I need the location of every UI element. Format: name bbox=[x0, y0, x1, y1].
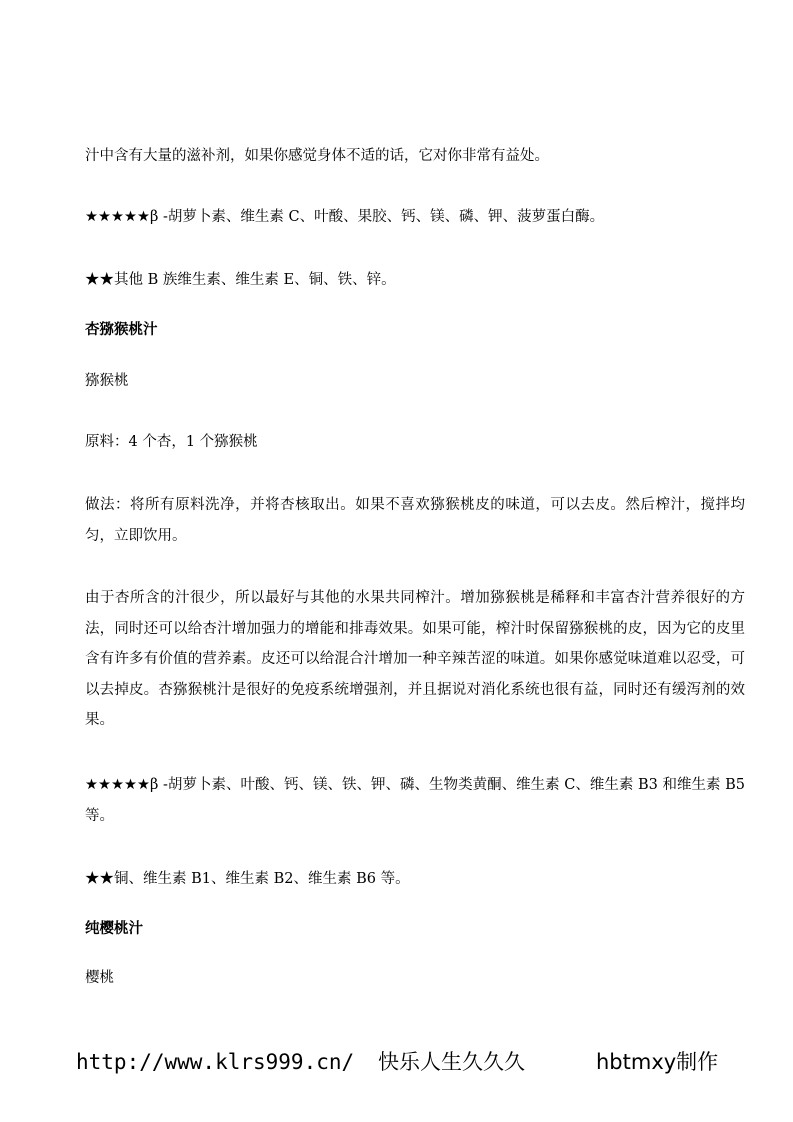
section-subtitle: 樱桃 bbox=[85, 970, 114, 986]
section-title: 杏猕猴桃汁 bbox=[85, 322, 158, 338]
nutrient-rating-five-star bbox=[85, 202, 745, 232]
five-star-icon: ★★★★★ bbox=[85, 209, 150, 225]
nutrient-list: β -胡萝卜素、叶酸、钙、镁、铁、钾、磷、生物类黄酮、维生素 C、维生素 B3 和维生素 B5 等。 bbox=[85, 777, 745, 824]
nutrient-list: β -胡萝卜素、维生素 C、叶酸、果胶、钙、镁、磷、钾、菠萝蛋白酶。 bbox=[150, 209, 605, 225]
nutrient-rating-two-star bbox=[85, 265, 745, 295]
section-subtitle: 猕猴桃 bbox=[85, 373, 129, 389]
description: 由于杏所含的汁很少，所以最好与其他的水果共同榨汁。增加猕猴桃是稀释和丰富杏汁营养很好的方法，同时还可以给杏汁增加强力的增能和排毒效果。如果可能，榨汁时保留猕猴桃的皮，因为它的皮里含有许多有价值的营养素。皮还可以给混合汁增加一种辛辣苦涩的味道。如果你感觉味道难以忍受，可以去掉皮。杏猕猴桃汁是很好的免疫系统增强剂，并且据说对消化系统也很有益，同时还有缓泻剂的效果。 bbox=[85, 590, 745, 728]
five-star-icon: ★★★★★ bbox=[85, 777, 151, 793]
footer-credit: hbtmxy制作 bbox=[596, 1050, 719, 1074]
nutrient-rating-two-star bbox=[85, 864, 745, 894]
nutrient-list: 其他 B 族维生素、维生素 E、铜、铁、锌。 bbox=[114, 272, 396, 288]
page-footer bbox=[76, 1044, 736, 1080]
section-title: 纯樱桃汁 bbox=[85, 921, 143, 937]
two-star-icon: ★★ bbox=[85, 272, 114, 288]
two-star-icon: ★★ bbox=[85, 871, 114, 887]
nutrient-rating-five-star bbox=[85, 770, 745, 831]
footer-slogan: 快乐人生久久久 bbox=[378, 1050, 525, 1074]
ingredients: 原料：4 个杏，1 个猕猴桃 bbox=[85, 434, 258, 450]
intro-text: 汁中含有大量的滋补剂，如果你感觉身体不适的话，它对你非常有益处。 bbox=[85, 148, 549, 164]
footer-url-link[interactable]: http://www.klrs999.cn/ bbox=[76, 1050, 355, 1074]
method: 做法：将所有原料洗净，并将杏核取出。如果不喜欢猕猴桃皮的味道，可以去皮。然后榨汁，搅拌均匀，立即饮用。 bbox=[85, 497, 745, 544]
nutrient-list: 铜、维生素 B1、维生素 B2、维生素 B6 等。 bbox=[114, 871, 410, 887]
